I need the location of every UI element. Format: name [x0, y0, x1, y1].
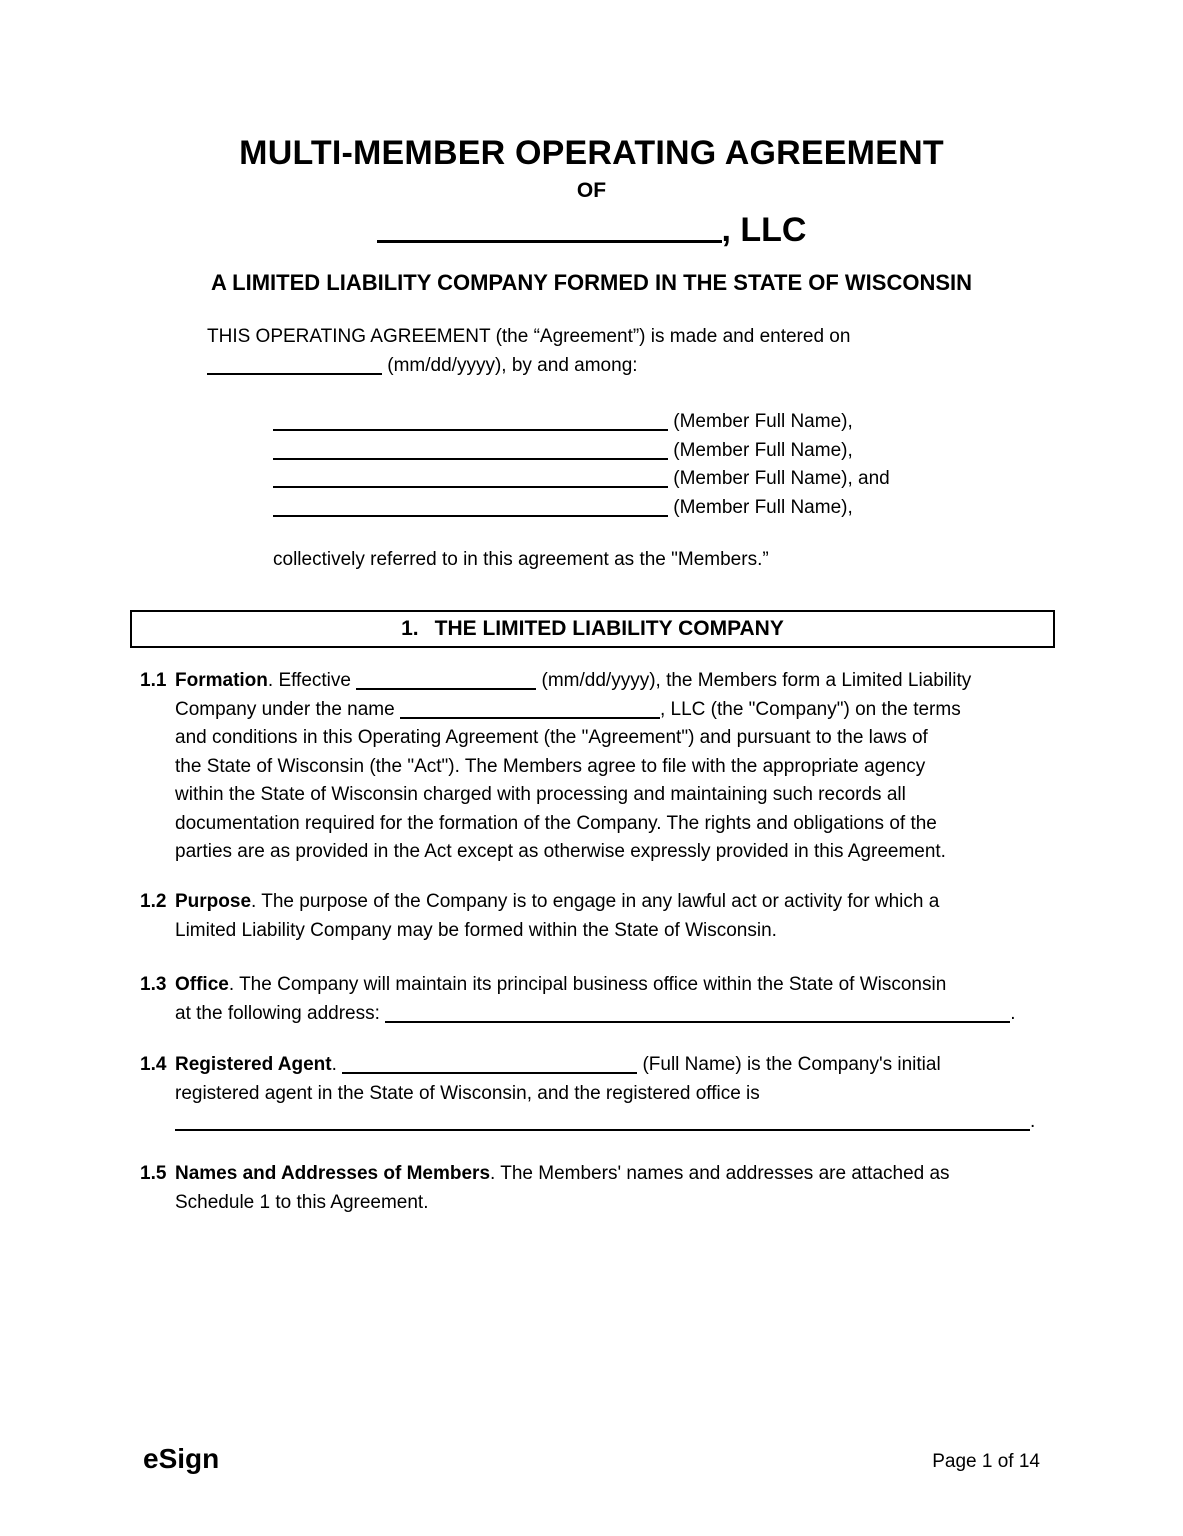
text-line: [273, 408, 890, 437]
section-number: 1.3: [140, 974, 167, 995]
text-line: [273, 437, 890, 466]
text-segment: . The Members' names and addresses are attached as: [490, 1163, 950, 1184]
text-segment: . The Company will maintain its principal business office within the State of Wisconsin: [228, 974, 947, 995]
text-line: [273, 494, 890, 523]
text-segment: , LLC (the "Company") on the terms: [659, 698, 961, 720]
text-segment: . Effective: [267, 670, 357, 691]
text-line: [175, 753, 1050, 782]
text-line: [175, 696, 1050, 725]
document-title: MULTI-MEMBER OPERATING AGREEMENT: [239, 134, 944, 172]
text-line: [207, 323, 850, 352]
blank-field: [273, 458, 668, 460]
text-segment-bold: Purpose: [175, 891, 252, 912]
text-segment-bold: Formation: [175, 670, 268, 691]
blank-field: [175, 1129, 1030, 1131]
text-line: [273, 546, 769, 575]
section-number: 1.1: [140, 670, 167, 691]
section-number: 1.2: [140, 891, 167, 912]
text-segment: .: [1030, 1111, 1036, 1132]
text-segment-bold: Registered Agent: [175, 1054, 332, 1075]
blank-field: [342, 1072, 637, 1074]
text-segment: (Member Full Name),: [668, 411, 853, 432]
text-segment: (mm/dd/yyyy), by and among:: [382, 354, 638, 376]
section-body: [175, 1051, 1050, 1137]
text-line: [175, 1108, 1050, 1137]
text-segment: Limited Liability Company may be formed within the State of Wisconsin.: [175, 919, 777, 941]
collective-clause: [273, 546, 769, 575]
page-indicator: Page 1 of 14: [932, 1451, 1040, 1472]
text-segment-bold: Office: [175, 974, 229, 995]
text-segment: (Member Full Name), and: [668, 468, 890, 489]
section-body: [175, 971, 1050, 1028]
text-line: [175, 888, 1050, 917]
blank-field: [273, 429, 668, 431]
article-number: 1.: [401, 617, 419, 640]
text-line: [207, 352, 850, 381]
text-segment-bold: Names and Addresses of Members: [175, 1163, 491, 1184]
text-segment: and conditions in this Operating Agreement (the "Agreement") and pursuant to the laws of: [175, 727, 928, 748]
document-subtitle: A LIMITED LIABILITY COMPANY FORMED IN THE STATE OF WISCONSIN: [210, 270, 973, 295]
text-segment: THIS OPERATING AGREEMENT (the “Agreement”) is made and entered on: [207, 326, 851, 347]
document-header: [0, 134, 1183, 296]
text-line: [273, 465, 890, 494]
article-1-header: [130, 610, 1055, 648]
text-segment: (Member Full Name),: [668, 439, 853, 461]
company-suffix: , LLC: [721, 211, 807, 249]
of-label: OF: [576, 179, 607, 202]
text-segment: registered agent in the State of Wisconsin, and the registered office is: [175, 1082, 760, 1104]
text-segment: within the State of Wisconsin charged with processing and maintaining such records all: [175, 784, 906, 805]
text-segment: (Full Name) is the Company's initial: [637, 1054, 941, 1075]
text-segment: Company under the name: [175, 698, 400, 720]
text-line: [175, 1189, 1050, 1218]
text-line: [175, 810, 1050, 839]
text-line: [175, 1160, 1050, 1189]
text-line: [175, 917, 1050, 946]
text-line: [175, 971, 1050, 1000]
text-line: [175, 838, 1050, 867]
section-body: [175, 888, 1050, 945]
text-segment: the State of Wisconsin (the "Act"). The Members agree to file with the appropriate agency: [175, 755, 926, 777]
text-segment: . The purpose of the Company is to engage in any lawful act or activity for which a: [251, 891, 940, 912]
blank-field: [356, 688, 536, 690]
text-segment: parties are as provided in the Act except as otherwise expressly provided in this Agreement.: [175, 841, 946, 862]
text-line: [175, 781, 1050, 810]
blank-field: [207, 373, 382, 375]
text-segment: .: [1010, 1002, 1016, 1024]
blank-field: [273, 515, 668, 517]
text-line: [175, 667, 1050, 696]
section-1-5-names-addresses: [140, 1160, 1050, 1217]
company-name-line: [0, 210, 1183, 250]
text-segment: collectively referred to in this agreement as the "Members.”: [273, 549, 769, 570]
section-body: [175, 667, 1050, 867]
section-1-2-purpose: [140, 888, 1050, 945]
text-segment: at the following address:: [175, 1002, 386, 1024]
blank-field: [400, 717, 660, 719]
text-segment: .: [331, 1054, 343, 1075]
text-segment: (Member Full Name),: [668, 496, 853, 518]
article-heading: THE LIMITED LIABILITY COMPANY: [434, 617, 784, 640]
section-1-1-formation: [140, 667, 1050, 867]
text-line: [175, 1051, 1050, 1080]
intro-paragraph: [207, 323, 850, 380]
blank-field: [385, 1021, 1010, 1023]
text-line: [175, 1080, 1050, 1109]
text-segment: Schedule 1 to this Agreement.: [175, 1191, 429, 1213]
blank-field: [273, 486, 668, 488]
member-name-list: [273, 408, 890, 522]
section-body: [175, 1160, 1050, 1217]
esign-logo: eSign: [143, 1443, 220, 1474]
section-number: 1.5: [140, 1163, 167, 1184]
section-1-4-registered-agent: [140, 1051, 1050, 1137]
text-segment: documentation required for the formation of the Company. The rights and obligations of the: [175, 812, 937, 834]
section-number: 1.4: [140, 1054, 167, 1075]
text-line: [175, 1000, 1050, 1029]
text-segment: (mm/dd/yyyy), the Members form a Limited Liability: [536, 670, 972, 691]
section-1-3-office: [140, 971, 1050, 1028]
text-line: [175, 724, 1050, 753]
company-name-blank: [377, 240, 722, 243]
